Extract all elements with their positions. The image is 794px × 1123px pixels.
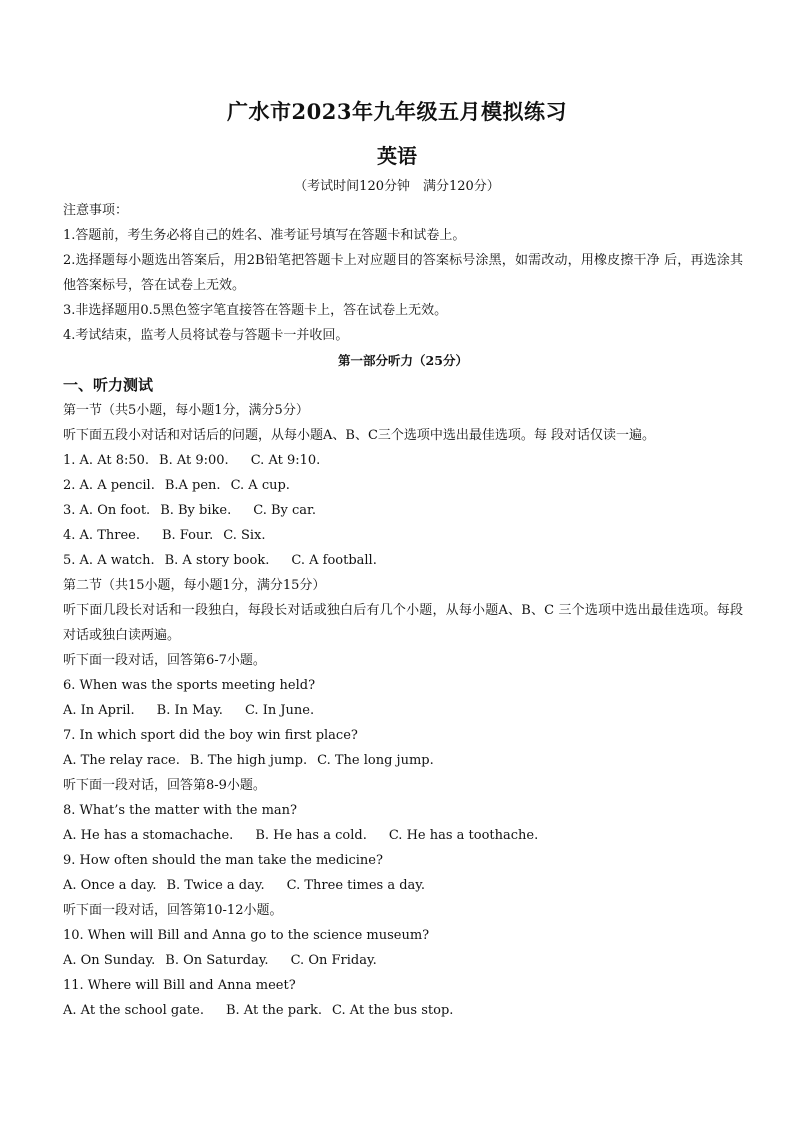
question-row — [63, 548, 743, 573]
question-stem: 8. What’s the matter with the man? — [63, 803, 298, 818]
question-row — [63, 523, 743, 548]
option-a: A. The relay race. — [63, 753, 180, 768]
option-b: B. Four. — [161, 528, 214, 543]
part-title: 第一部分听力（25分） — [338, 353, 468, 368]
group-lead: 听下面一段对话，回答第10-12小题。 — [63, 903, 283, 918]
option-c: C. At the bus stop. — [332, 1003, 454, 1018]
subsection-heading: 第一节（共5小题，每小题1分，满分5分） — [63, 403, 309, 418]
question-stem: 6. When was the sports meeting held? — [63, 678, 316, 693]
option-a: 4. A. Three. — [63, 528, 140, 543]
option-a: 2. A. A pencil. — [63, 478, 155, 493]
option-c: C. At 9:10. — [250, 453, 321, 468]
subject-title: 英语 — [377, 144, 417, 168]
option-c: C. Three times a day. — [286, 878, 426, 893]
instructions: 听下面五段小对话和对话后的问题，从每小题A、B、C三个选项中选出最佳选项。每 段对话仅读一遍。 — [63, 428, 656, 443]
exam-info: （考试时间120分钟 满分120分） — [294, 179, 500, 194]
option-a: A. In April. — [63, 703, 135, 718]
question-row — [63, 748, 743, 773]
option-a: A. On Sunday. — [63, 953, 156, 968]
option-c: C. The long jump. — [317, 753, 434, 768]
option-c: C. He has a toothache. — [388, 828, 539, 843]
option-b: B. He has a cold. — [255, 828, 367, 843]
option-b: B. By bike. — [160, 503, 232, 518]
question-row — [63, 998, 743, 1023]
option-c: C. A football. — [291, 553, 377, 568]
group-lead: 听下面一段对话，回答第6-7小题。 — [63, 653, 266, 668]
question-row — [63, 948, 743, 973]
question-row — [63, 448, 743, 473]
question-row — [63, 498, 743, 523]
exam-body — [63, 198, 743, 1023]
option-a: A. Once a day. — [63, 878, 157, 893]
question-row — [63, 873, 743, 898]
question-row — [63, 473, 743, 498]
instructions: 听下面几段长对话和一段独白，每段长对话或独白后有几个小题，从每小题A、B、C 三个选项中选出最佳选项。每段对话或独白读两遍。 — [63, 603, 743, 643]
option-b: B. Twice a day. — [166, 878, 265, 893]
option-a: 3. A. On foot. — [63, 503, 151, 518]
question-stem: 9. How often should the man take the medicine? — [63, 853, 383, 868]
question-stem: 11. Where will Bill and Anna meet? — [63, 978, 296, 993]
option-b: B. A story book. — [164, 553, 270, 568]
option-b: B. The high jump. — [189, 753, 308, 768]
option-a: 1. A. At 8:50. — [63, 453, 150, 468]
option-c: C. On Friday. — [290, 953, 377, 968]
option-b: B.A pen. — [164, 478, 221, 493]
exam-title: 广水市2023年九年级五月模拟练习 — [227, 99, 567, 124]
option-c: C. In June. — [244, 703, 315, 718]
option-a: A. He has a stomachache. — [63, 828, 234, 843]
option-b: B. At 9:00. — [159, 453, 229, 468]
option-c: C. Six. — [223, 528, 266, 543]
question-row — [63, 698, 743, 723]
note-item: 4.考试结束，监考人员将试卷与答题卡一并收回。 — [63, 328, 349, 343]
note-item: 3.非选择题用0.5黑色签字笔直接答在答题卡上，答在试卷上无效。 — [63, 303, 448, 318]
notes-heading: 注意事项： — [63, 203, 129, 218]
note-item: 2.选择题每小题选出答案后，用2B铅笔把答题卡上对应题目的答案标号涂黑，如需改动，用橡皮擦干净 后，再选涂其他答案标号，答在试卷上无效。 — [63, 253, 743, 293]
subsection-heading: 第二节（共15小题，每小题1分，满分15分） — [63, 578, 326, 593]
option-c: C. By car. — [253, 503, 316, 518]
question-stem: 10. When will Bill and Anna go to the science museum? — [63, 928, 430, 943]
question-stem: 7. In which sport did the boy win first place? — [63, 728, 358, 743]
option-b: B. In May. — [156, 703, 223, 718]
option-c: C. A cup. — [230, 478, 290, 493]
option-a: A. At the school gate. — [63, 1003, 204, 1018]
section-heading: 一、听力测试 — [63, 376, 154, 394]
option-a: 5. A. A watch. — [63, 553, 155, 568]
option-b: B. On Saturday. — [165, 953, 269, 968]
group-lead: 听下面一段对话，回答第8-9小题。 — [63, 778, 266, 793]
option-b: B. At the park. — [225, 1003, 323, 1018]
question-row — [63, 823, 743, 848]
note-item: 1.答题前，考生务必将自己的姓名、准考证号填写在答题卡和试卷上。 — [63, 228, 466, 243]
